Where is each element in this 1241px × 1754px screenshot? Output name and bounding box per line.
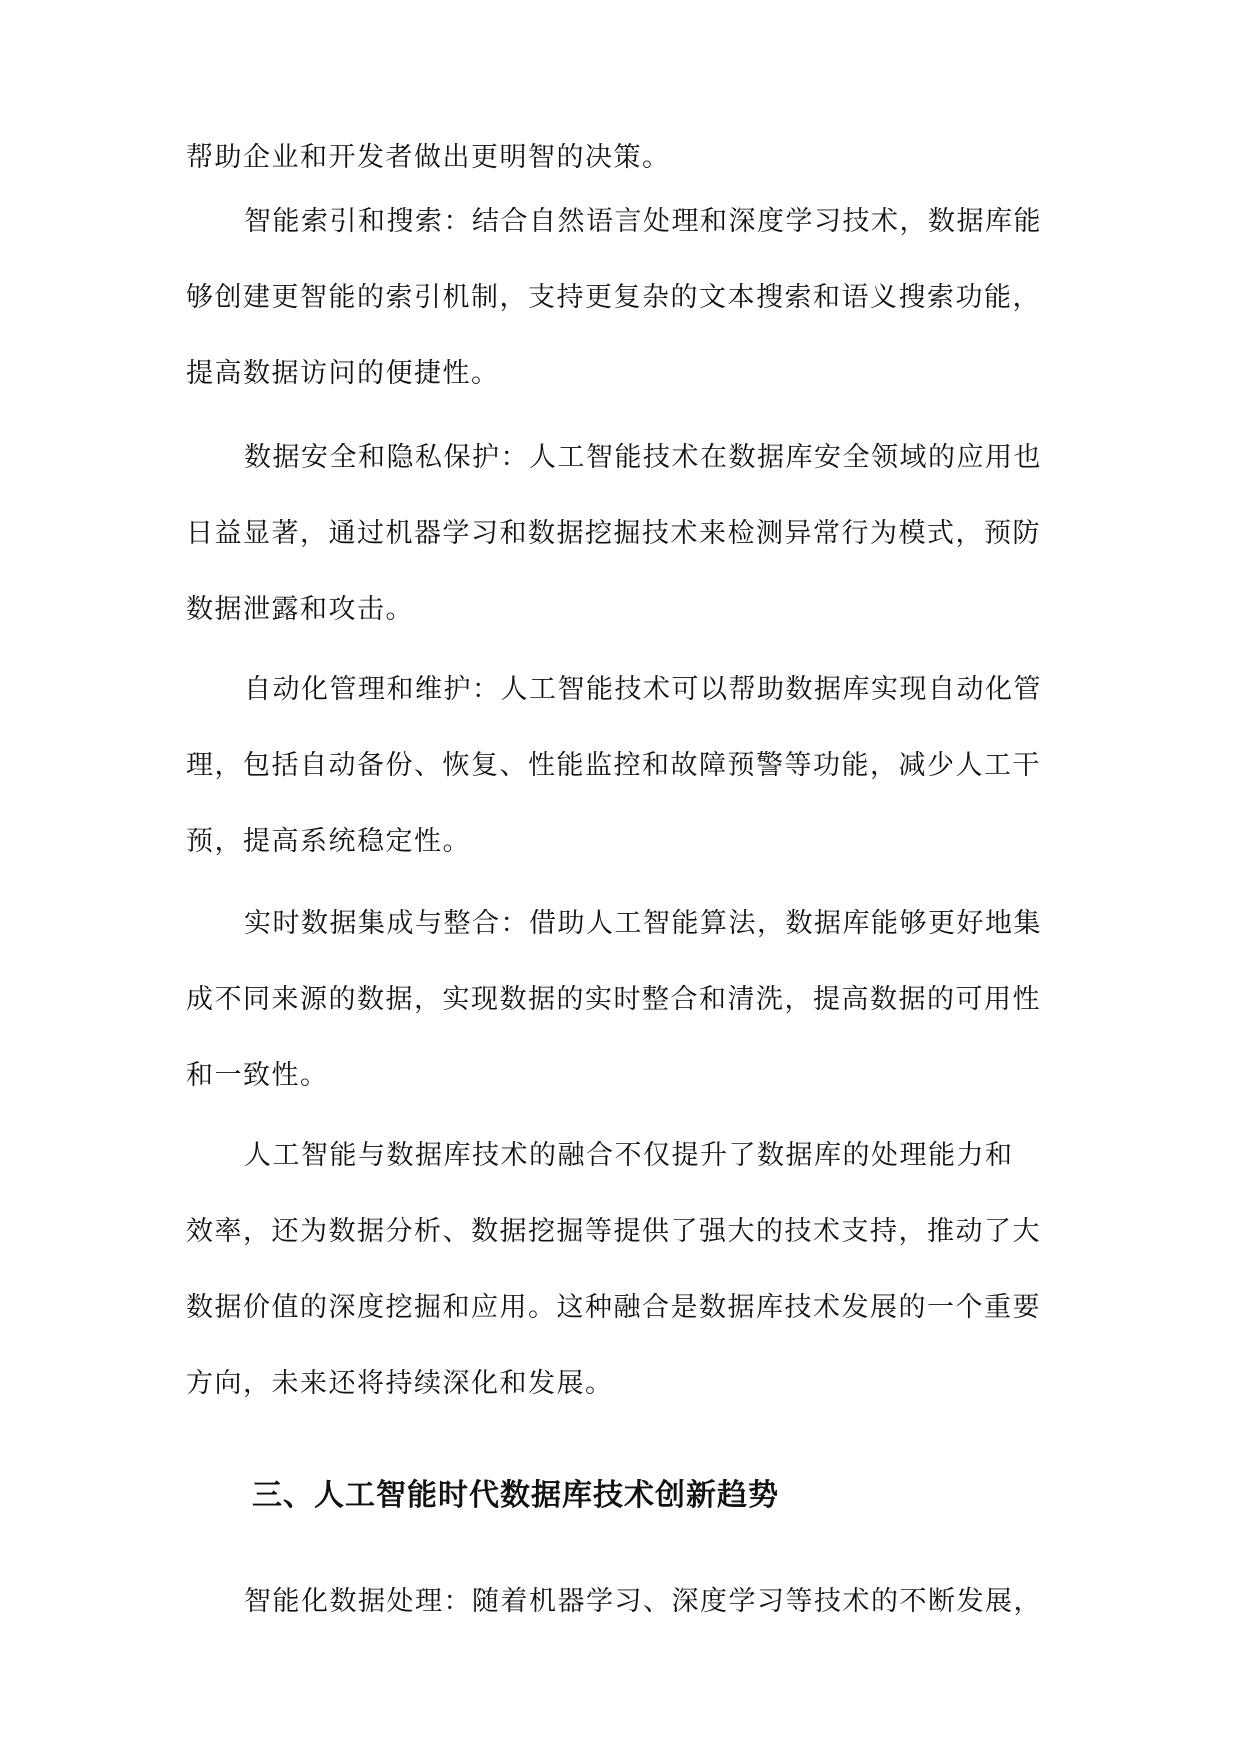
paragraph-line: 理，包括自动备份、恢复、性能监控和故障预警等功能，减少人工干 <box>186 750 1041 781</box>
paragraph-line: 人工智能与数据库技术的融合不仅提升了数据库的处理能力和 <box>244 1140 1014 1171</box>
paragraph-summary <box>186 1118 1056 1422</box>
paragraph-security <box>186 420 1056 648</box>
paragraph-line: 数据安全和隐私保护：人工智能技术在数据库安全领域的应用也 <box>244 442 1042 473</box>
paragraph-line: 自动化管理和维护：人工智能技术可以帮助数据库实现自动化管 <box>244 674 1042 705</box>
paragraph-line: 够创建更智能的索引机制，支持更复杂的文本搜索和语义搜索功能， <box>186 282 1041 313</box>
paragraph-line: 和一致性。 <box>186 1060 329 1091</box>
paragraph-smart-processing <box>186 1564 1056 1640</box>
paragraph-line: 方向，未来还将持续深化和发展。 <box>186 1368 614 1399</box>
paragraph-line: 数据泄露和攻击。 <box>186 594 414 625</box>
paragraph-integration <box>186 886 1056 1114</box>
paragraph-line: 成不同来源的数据，实现数据的实时整合和清洗，提高数据的可用性 <box>186 984 1041 1015</box>
paragraph-line: 效率，还为数据分析、数据挖掘等提供了强大的技术支持，推动了大 <box>186 1216 1041 1247</box>
paragraph-line: 实时数据集成与整合：借助人工智能算法，数据库能够更好地集 <box>244 908 1042 939</box>
paragraph-line: 预，提高系统稳定性。 <box>186 826 471 857</box>
paragraph-line: 日益显著，通过机器学习和数据挖掘技术来检测异常行为模式，预防 <box>186 518 1041 549</box>
paragraph-smart-index <box>186 184 1056 412</box>
paragraph-line: 数据价值的深度挖掘和应用。这种融合是数据库技术发展的一个重要 <box>186 1292 1041 1323</box>
section-heading: 三、人工智能时代数据库技术创新趋势 <box>252 1478 779 1513</box>
paragraph-automation <box>186 652 1056 880</box>
paragraph-line: 智能化数据处理：随着机器学习、深度学习等技术的不断发展， <box>244 1586 1042 1617</box>
paragraph-line: 提高数据访问的便捷性。 <box>186 358 500 389</box>
paragraph-line: 智能索引和搜索：结合自然语言处理和深度学习技术，数据库能 <box>244 206 1042 237</box>
paragraph-line: 帮助企业和开发者做出更明智的决策。 <box>186 142 671 173</box>
